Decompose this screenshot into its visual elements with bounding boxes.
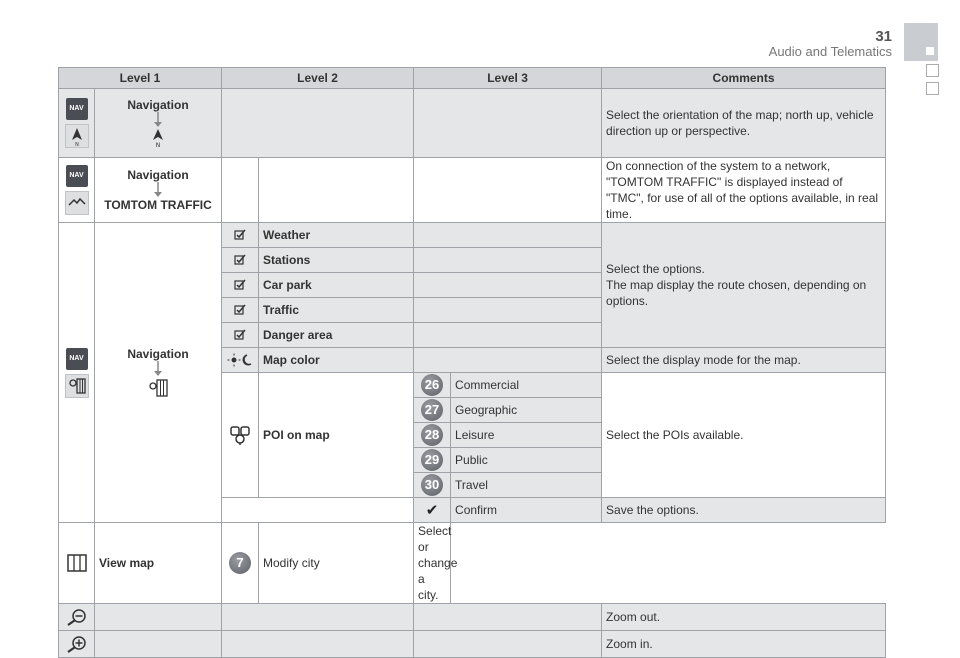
column-header-level2: Level 2 [222,68,414,89]
step-number-badge: 7 [229,552,251,574]
view-map-label: View map [95,523,222,604]
table-row [59,158,886,223]
zoom-out-icon-cell [59,604,95,631]
level2-navigation-label: Navigation [127,346,189,361]
step-number-badge: 27 [421,399,443,421]
day-night-icon [227,353,253,367]
level2-cell [95,158,222,223]
level2-navigation-label: Navigation [127,168,189,182]
day-night-icon-cell [222,348,259,373]
checkbox-icon [234,229,246,241]
poi-travel: Travel [451,473,602,498]
confirm-icon-cell [414,498,451,523]
comment-cell: Select the POIs available. [602,373,886,498]
nav-icon: NAV [66,98,88,120]
step-number-badge: 30 [421,474,443,496]
step-number-badge: 26 [421,374,443,396]
map-color-label: Map color [259,348,414,373]
table-row [59,223,886,248]
nav-icon: NAV [66,165,88,187]
map-icon-cell [59,523,95,604]
check-icon: ✔ [425,502,439,519]
north-arrow-icon [65,124,89,148]
north-arrow-icon [147,128,169,148]
poi-icon [229,424,251,446]
poi-number-cell [414,448,451,473]
poi-leisure: Leisure [451,423,602,448]
down-arrow-icon [153,112,163,128]
comment-cell: Zoom out. [602,604,886,631]
modify-city-label: Modify city [259,523,414,604]
section-title: Audio and Telematics [768,44,892,59]
map-settings-icon [65,374,89,398]
column-header-level1: Level 1 [59,68,222,89]
map-settings-icon [146,377,170,399]
poi-commercial: Commercial [451,373,602,398]
comment-line: Select the options. [606,262,705,276]
side-box [926,64,939,77]
down-arrow-icon [153,182,163,198]
nav-icon: NAV [66,348,88,370]
page-number: 31 [875,28,892,45]
poi-icon-cell [222,373,259,498]
poi-geographic: Geographic [451,398,602,423]
option-stations: Stations [259,248,414,273]
comment-cell: Select or change a city. [414,523,451,604]
table-row [59,631,886,658]
table-header-row [59,68,886,89]
zoom-out-icon [65,608,89,626]
step-number-badge: 28 [421,424,443,446]
down-arrow-icon [153,361,163,377]
comment-cell [602,223,886,348]
view-map-number-cell [222,523,259,604]
option-weather: Weather [259,223,414,248]
poi-public: Public [451,448,602,473]
comment-cell: Select the orientation of the map; north up, vehicle direction up or perspective. [602,89,886,158]
level1-icons [59,158,95,223]
option-car-park: Car park [259,273,414,298]
table-row [59,89,886,158]
level1-icons [59,223,95,523]
level1-icons [59,89,95,158]
tomtom-traffic-icon [65,191,89,215]
comment-cell: Select the display mode for the map. [602,348,886,373]
comment-cell: Zoom in. [602,631,886,658]
option-danger-area: Danger area [259,323,414,348]
checkbox-icon [234,254,246,266]
step-number-badge: 29 [421,449,443,471]
confirm-label: Confirm [451,498,602,523]
option-traffic: Traffic [259,298,414,323]
checkbox-icon [234,279,246,291]
table-row [59,523,886,604]
level2-cell [95,223,222,523]
checkbox-cell [222,223,259,248]
poi-number-cell [414,398,451,423]
checkbox-icon [234,304,246,316]
level2-cell [95,89,222,158]
checkbox-cell [222,323,259,348]
checkbox-icon [234,329,246,341]
checkbox-cell [222,298,259,323]
level2-tomtom-label: TOMTOM TRAFFIC [104,198,212,212]
column-header-comments: Comments [602,68,886,89]
level2-navigation-label: Navigation [127,98,189,112]
poi-number-cell [414,423,451,448]
comment-cell: On connection of the system to a network, "TOMTOM TRAFFIC" is displayed instead of "TMC", for use of all of the options available, in real time. [602,158,886,223]
zoom-in-icon [65,635,89,653]
map-icon [67,554,87,572]
poi-number-cell [414,373,451,398]
poi-on-map-label: POI on map [259,373,414,498]
side-box [926,82,939,95]
zoom-in-icon-cell [59,631,95,658]
svg-text:N: N [74,142,79,147]
table-row [59,604,886,631]
checkbox-cell [222,248,259,273]
comment-line: The map display the route chosen, depending on options. [606,278,867,308]
poi-number-cell [414,473,451,498]
comment-cell: Save the options. [602,498,886,523]
side-tab [904,23,938,61]
navigation-menu-table [58,67,886,658]
checkbox-cell [222,273,259,298]
svg-text:N: N [155,142,161,148]
column-header-level3: Level 3 [414,68,602,89]
